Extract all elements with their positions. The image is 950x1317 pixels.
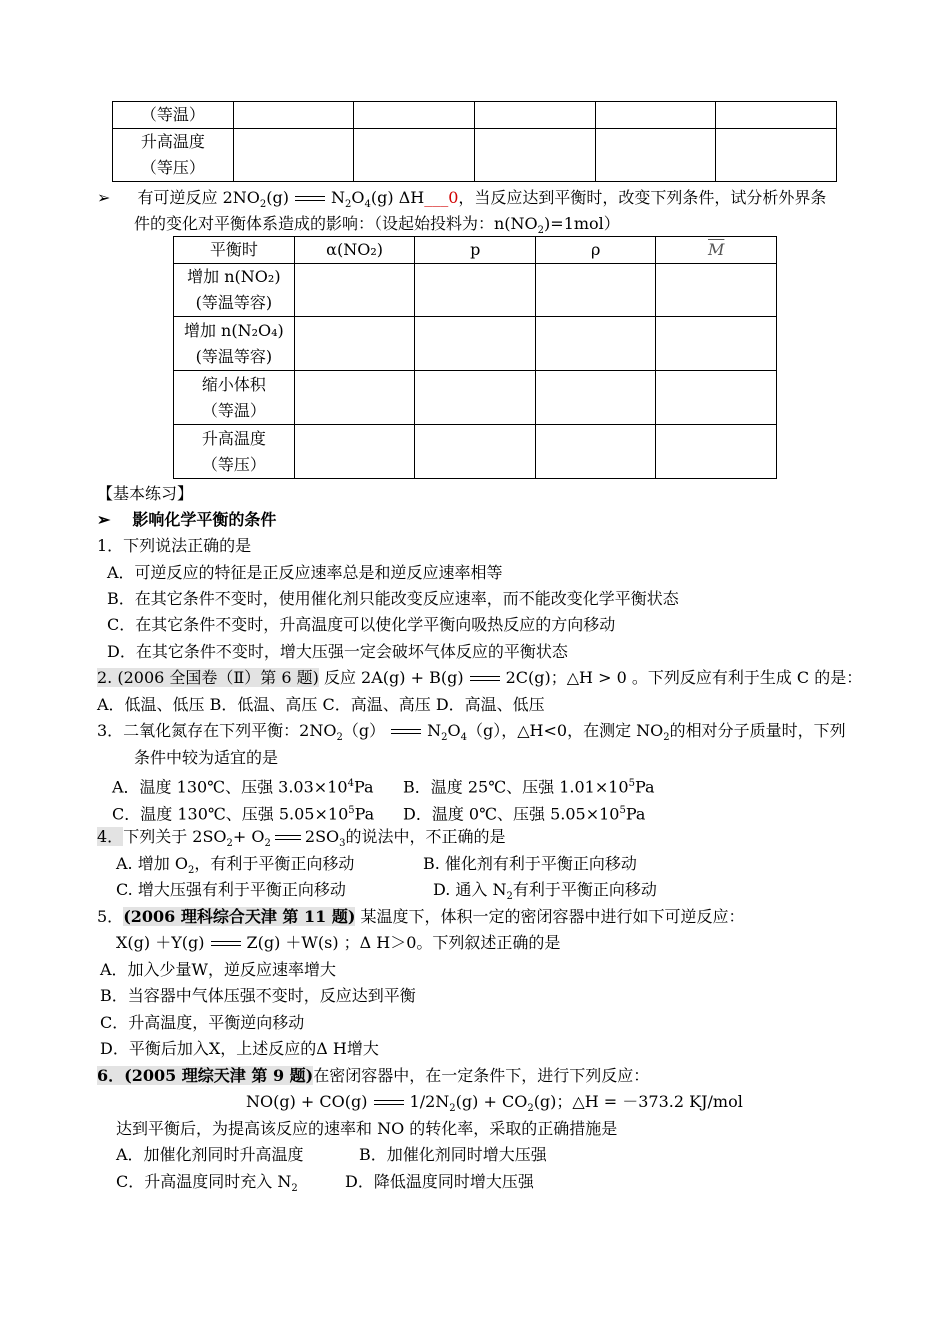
option-text: D. 通入 N bbox=[433, 880, 507, 899]
q5-option-c: C．升高温度，平衡逆向移动 bbox=[100, 1013, 305, 1032]
equilibrium-arrow-icon bbox=[468, 674, 502, 684]
table-cell bbox=[415, 425, 536, 479]
intro-text: ，当反应达到平衡时，改变下列条件，试分析外界条 bbox=[458, 188, 827, 207]
unit: Pa bbox=[353, 777, 374, 797]
row-label bbox=[174, 371, 295, 425]
row-label bbox=[113, 102, 234, 129]
mean-molar-mass-symbol: $\overline{M}$ bbox=[708, 240, 725, 259]
row-label-line1: 缩小体积 bbox=[201, 374, 266, 394]
table-row bbox=[174, 317, 777, 371]
table-cell bbox=[535, 425, 656, 479]
table-row bbox=[174, 264, 777, 317]
q3-option-c bbox=[112, 798, 374, 827]
equilibrium-arrow-icon bbox=[372, 1098, 406, 1108]
q3-option-b bbox=[403, 771, 655, 800]
option-text: ，有利于平衡正向移动 bbox=[194, 854, 355, 873]
q1-option-a: A．可逆反应的特征是正反应速率总是和逆反应速率相等 bbox=[107, 563, 503, 582]
table-1 bbox=[112, 101, 837, 182]
q6-stem-line2: 达到平衡后，为提高该反应的速率和 NO 的转化率，采取的正确措施是 bbox=[116, 1119, 618, 1138]
q3-option-a bbox=[112, 771, 374, 800]
q6-text: 在密闭容器中，在一定条件下，进行下列反应： bbox=[313, 1066, 650, 1085]
q4-option-c: C. 增大压强有利于平衡正向移动 bbox=[116, 880, 346, 899]
row-label-line1: 升高温度 bbox=[140, 132, 205, 151]
question-source: 6．(2005 理综天津 第 9 题) bbox=[97, 1066, 314, 1085]
q3-text: （g），△H<0，在测定 NO bbox=[466, 721, 664, 740]
row-label-text: （等温） bbox=[140, 105, 205, 124]
unit: Pa bbox=[625, 804, 646, 824]
equilibrium-arrow-icon bbox=[293, 194, 327, 204]
table-cell bbox=[294, 425, 415, 479]
option-text: A．温度 130℃、压强 3.03×10 bbox=[112, 777, 348, 797]
table-cell bbox=[415, 317, 536, 371]
intro-text: O bbox=[351, 188, 365, 207]
q5-text: 某温度下，体积一定的密闭容器中进行如下可逆反应： bbox=[355, 907, 745, 926]
table-header-row bbox=[174, 237, 777, 264]
equilibrium-arrow-icon bbox=[209, 939, 243, 949]
option-text: B．温度 25℃、压强 1.01×10 bbox=[403, 777, 629, 797]
q6-option-a: A．加催化剂同时升高温度 bbox=[116, 1145, 304, 1164]
question-source: (2006 理科综合天津 第 11 题) bbox=[123, 907, 356, 926]
row-label bbox=[174, 264, 295, 317]
table-cell bbox=[475, 102, 596, 129]
q5-stem bbox=[97, 904, 745, 930]
row-label-line2: (等温等容) bbox=[195, 346, 273, 366]
option-text: A. 增加 O bbox=[116, 854, 188, 873]
subscript: 4 bbox=[364, 199, 371, 211]
q6-option-d: D．降低温度同时增大压强 bbox=[345, 1172, 534, 1191]
header-cell: p bbox=[415, 237, 536, 264]
superscript: 5 bbox=[348, 805, 355, 816]
option-text: C．温度 130℃、压强 5.05×10 bbox=[112, 804, 349, 824]
answer-blank: ___0 bbox=[424, 188, 459, 207]
table-cell bbox=[595, 129, 716, 182]
option-text: 有利于平衡正向移动 bbox=[512, 880, 657, 899]
intro-text: 有可逆反应 2NO bbox=[137, 188, 260, 207]
superscript: 5 bbox=[628, 778, 635, 789]
bullet-icon: ➢ bbox=[97, 188, 111, 207]
q6-equation: NO(g) + CO(g) $1/2N_2(g) + CO_2(g)$；△H = －373.2 KJ/mol bbox=[246, 1092, 743, 1115]
table-cell bbox=[415, 264, 536, 317]
table-cell bbox=[656, 264, 777, 317]
table-cell bbox=[354, 102, 475, 129]
table-cell bbox=[294, 371, 415, 425]
table-cell bbox=[294, 317, 415, 371]
equation-text: (g) + CO bbox=[455, 1092, 528, 1111]
q3-text: （g） bbox=[342, 721, 386, 740]
subscript: 2 bbox=[537, 225, 545, 237]
table-row bbox=[113, 102, 837, 129]
q3-text: N bbox=[427, 721, 442, 740]
table-cell bbox=[656, 317, 777, 371]
equilibrium-arrow-icon bbox=[389, 727, 423, 737]
equilibrium-arrow-icon bbox=[273, 833, 303, 843]
table-cell bbox=[294, 264, 415, 317]
section-subtitle bbox=[97, 507, 276, 533]
q4-text: 2SO bbox=[304, 827, 340, 846]
q4-stem: 4．下列关于 $2SO_2+ O_2$ $2SO_3$的说法中，不正确的是 bbox=[97, 827, 506, 850]
table-cell bbox=[415, 371, 536, 425]
header-cell: 平衡时 bbox=[174, 237, 295, 264]
superscript: 4 bbox=[347, 778, 354, 789]
table-cell bbox=[233, 102, 354, 129]
row-label-line1: 增加 n(NO₂) bbox=[187, 267, 281, 286]
q4-option-d: D. 通入 $N_2$有利于平衡正向移动 bbox=[433, 880, 657, 903]
q2-text: 反应 2A(g) + B(g) bbox=[318, 668, 464, 687]
q1-option-b: B．在其它条件不变时，使用催化剂只能改变反应速率，而不能改变化学平衡状态 bbox=[107, 589, 679, 608]
equation-text: (g)；△H = －373.2 KJ/mol bbox=[533, 1092, 743, 1111]
q3-stem-line2: 条件中较为适宜的是 bbox=[134, 748, 279, 767]
q6-option-c: C．升高温度同时充入 $N_2$ bbox=[116, 1172, 298, 1195]
subscript: 2 bbox=[259, 199, 267, 211]
row-label bbox=[174, 317, 295, 371]
table-cell bbox=[233, 129, 354, 182]
header-cell bbox=[656, 237, 777, 264]
q5-option-d: D．平衡后加入X，上述反应的Δ H增大 bbox=[100, 1039, 379, 1058]
superscript: 5 bbox=[619, 805, 626, 816]
q2-options: A．低温、低压 B．低温、高压 C．高温、高压 D．高温、低压 bbox=[97, 695, 545, 714]
intro-text: )=1mol） bbox=[544, 214, 620, 233]
q4-text: 的说法中，不正确的是 bbox=[345, 827, 506, 846]
q3-text: O bbox=[447, 721, 461, 740]
header-cell: α(NO₂) bbox=[294, 237, 415, 264]
q2-text: 2C(g)；△H > 0 。下列反应有利于生成 C 的是： bbox=[505, 668, 863, 687]
q3-stem: 3．二氧化氮存在下列平衡：$2NO_2(g)$ $N_2O_4(g)$，△H<0，在测定 $NO_2$的相对分子质量时，下列 bbox=[97, 721, 846, 744]
q5-equation bbox=[116, 930, 560, 956]
table-row bbox=[113, 129, 837, 182]
row-label-line2: （等压） bbox=[201, 454, 266, 474]
option-text: C．升高温度同时充入 N bbox=[116, 1172, 292, 1191]
row-label-line2: （等压） bbox=[140, 158, 205, 177]
q4-option-a: A. 增加 $O_2$，有利于平衡正向移动 bbox=[116, 854, 355, 877]
table-cell bbox=[354, 129, 475, 182]
unit: Pa bbox=[354, 804, 375, 824]
equation-text: X(g) ＋Y(g) bbox=[116, 933, 205, 952]
subtitle-text: 影响化学平衡的条件 bbox=[132, 510, 277, 529]
table-cell bbox=[535, 317, 656, 371]
q3-text: 的相对分子质量时，下列 bbox=[669, 721, 846, 740]
row-label-line1: 升高温度 bbox=[201, 428, 266, 448]
table-cell bbox=[595, 102, 716, 129]
row-label-line2: (等温等容) bbox=[195, 293, 273, 312]
q1-stem: 1．下列说法正确的是 bbox=[97, 536, 252, 555]
table-cell bbox=[656, 371, 777, 425]
table-cell bbox=[475, 129, 596, 182]
row-label bbox=[174, 425, 295, 479]
intro-text: (g) ΔH bbox=[370, 188, 425, 207]
intro-text: N bbox=[331, 188, 345, 207]
question-source: 2. (2006 全国卷（Ⅱ）第 6 题) bbox=[97, 668, 319, 687]
q5-option-a: A．加入少量W，逆反应速率增大 bbox=[100, 960, 337, 979]
equation-text: Z(g) ＋W(s) ；Δ H＞0。下列叙述正确的是 bbox=[246, 933, 561, 952]
equation-text: NO(g) + CO(g) bbox=[246, 1092, 368, 1111]
row-label-line2: （等温） bbox=[201, 400, 266, 420]
table-2 bbox=[173, 236, 777, 479]
table-row bbox=[174, 425, 777, 479]
option-text: D．温度 0℃、压强 5.05×10 bbox=[403, 804, 620, 824]
intro-text: 件的变化对平衡体系造成的影响：（设起始投料为：n(NO bbox=[134, 214, 538, 233]
row-label bbox=[113, 129, 234, 182]
unit: Pa bbox=[634, 777, 655, 797]
q4-text: + O bbox=[232, 827, 265, 846]
table-cell bbox=[535, 264, 656, 317]
table-row bbox=[174, 371, 777, 425]
equation-text: 1/2N bbox=[409, 1092, 450, 1111]
q1-option-c: C．在其它条件不变时，升高温度可以使化学平衡向吸热反应的方向移动 bbox=[107, 615, 616, 634]
subscript: 2 bbox=[345, 199, 352, 211]
table-cell bbox=[535, 371, 656, 425]
table-cell bbox=[716, 102, 837, 129]
q2-stem bbox=[97, 665, 862, 691]
question-number: 4． bbox=[97, 827, 124, 846]
q6-option-b: B．加催化剂同时增大压强 bbox=[359, 1145, 547, 1164]
q4-option-b: B. 催化剂有利于平衡正向移动 bbox=[423, 854, 637, 873]
header-cell: ρ bbox=[535, 237, 656, 264]
intro-text: (g) bbox=[266, 188, 289, 207]
q6-stem bbox=[97, 1063, 649, 1089]
q5-option-b: B．当容器中气体压强不变时，反应达到平衡 bbox=[100, 986, 416, 1005]
table-cell bbox=[716, 129, 837, 182]
section-title: 【基本练习】 bbox=[97, 484, 194, 503]
q3-option-d bbox=[403, 798, 645, 827]
q4-text: 下列关于 2SO bbox=[123, 827, 227, 846]
table-cell bbox=[656, 425, 777, 479]
question-number: 5． bbox=[97, 907, 124, 926]
bullet-icon: ➢ bbox=[97, 510, 111, 529]
q1-option-d: D．在其它条件不变时，增大压强一定会破坏气体反应的平衡状态 bbox=[107, 642, 568, 661]
q3-text: 3．二氧化氮存在下列平衡：2NO bbox=[97, 721, 337, 740]
row-label-line1: 增加 n(N₂O₄) bbox=[183, 320, 284, 340]
